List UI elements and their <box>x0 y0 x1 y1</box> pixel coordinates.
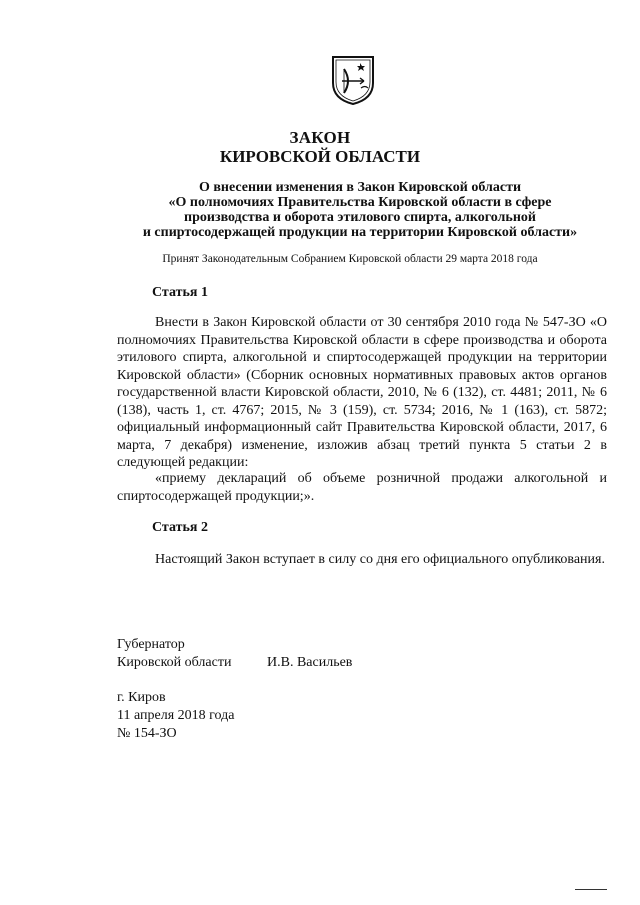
governor-region: Кировской области <box>117 655 232 670</box>
governor-title: Губернатор <box>117 637 185 652</box>
article-2-text: Настоящий Закон вступает в силу со дня его официального опубликования. <box>155 552 605 567</box>
article-1-paragraph-2 <box>117 470 607 505</box>
subject-line: О внесении изменения в Закон Кировской области <box>198 180 522 195</box>
law-subject <box>100 180 620 240</box>
subject-line: «О полномочиях Правительства Кировской области в сфере <box>168 195 552 210</box>
article-1-text: Внести в Закон Кировской области от 30 сентября 2010 года № 547-ЗО «О полномочиях Правительства Кировской области в сфере производства и оборота этилового спирта, алкогольной и спиртосодержащей продукции на территории Кировской области» (Сборник основных нормативных правовых актов органов государственной власти Кировской области, 2010, № 6 (132), ст. 4481; 2011, № 6 (138), часть 1, ст. 4767; 2015, № 3 (159), ст. 5734; 2016, № 1 (163), ст. 5872; официальный информационный сайт Правительства Кировской области, 2017, 6 марта, 7 декабря) изменение, изложив абзац третий пункта 5 статьи 2 в следующей редакции: <box>117 315 607 470</box>
adoption-note: Принят Законодательным Собранием Кировской области 29 марта 2018 года <box>162 253 538 265</box>
article-2-paragraph <box>117 551 607 569</box>
footer-divider <box>575 889 607 890</box>
article-1-quote: «приему деклараций об объеме розничной продажи алкогольной и спиртосодержащей продукции;». <box>117 471 607 504</box>
governor-name: И.В. Васильев <box>267 655 353 670</box>
law-region-title: КИРОВСКОЙ ОБЛАСТИ <box>219 147 421 166</box>
place: г. Киров <box>117 690 166 705</box>
article-1-paragraph-1 <box>117 314 607 472</box>
subject-line: и спиртосодержащей продукции на территории Кировской области» <box>142 225 578 240</box>
article-2-heading: Статья 2 <box>152 520 208 535</box>
law-number: № 154-ЗО <box>117 726 177 741</box>
law-title: ЗАКОН <box>289 128 351 147</box>
subject-line: производства и оборота этилового спирта, алкогольной <box>184 210 536 225</box>
date: 11 апреля 2018 года <box>117 708 235 723</box>
coat-of-arms-icon <box>330 55 376 105</box>
article-1-heading: Статья 1 <box>152 285 208 300</box>
